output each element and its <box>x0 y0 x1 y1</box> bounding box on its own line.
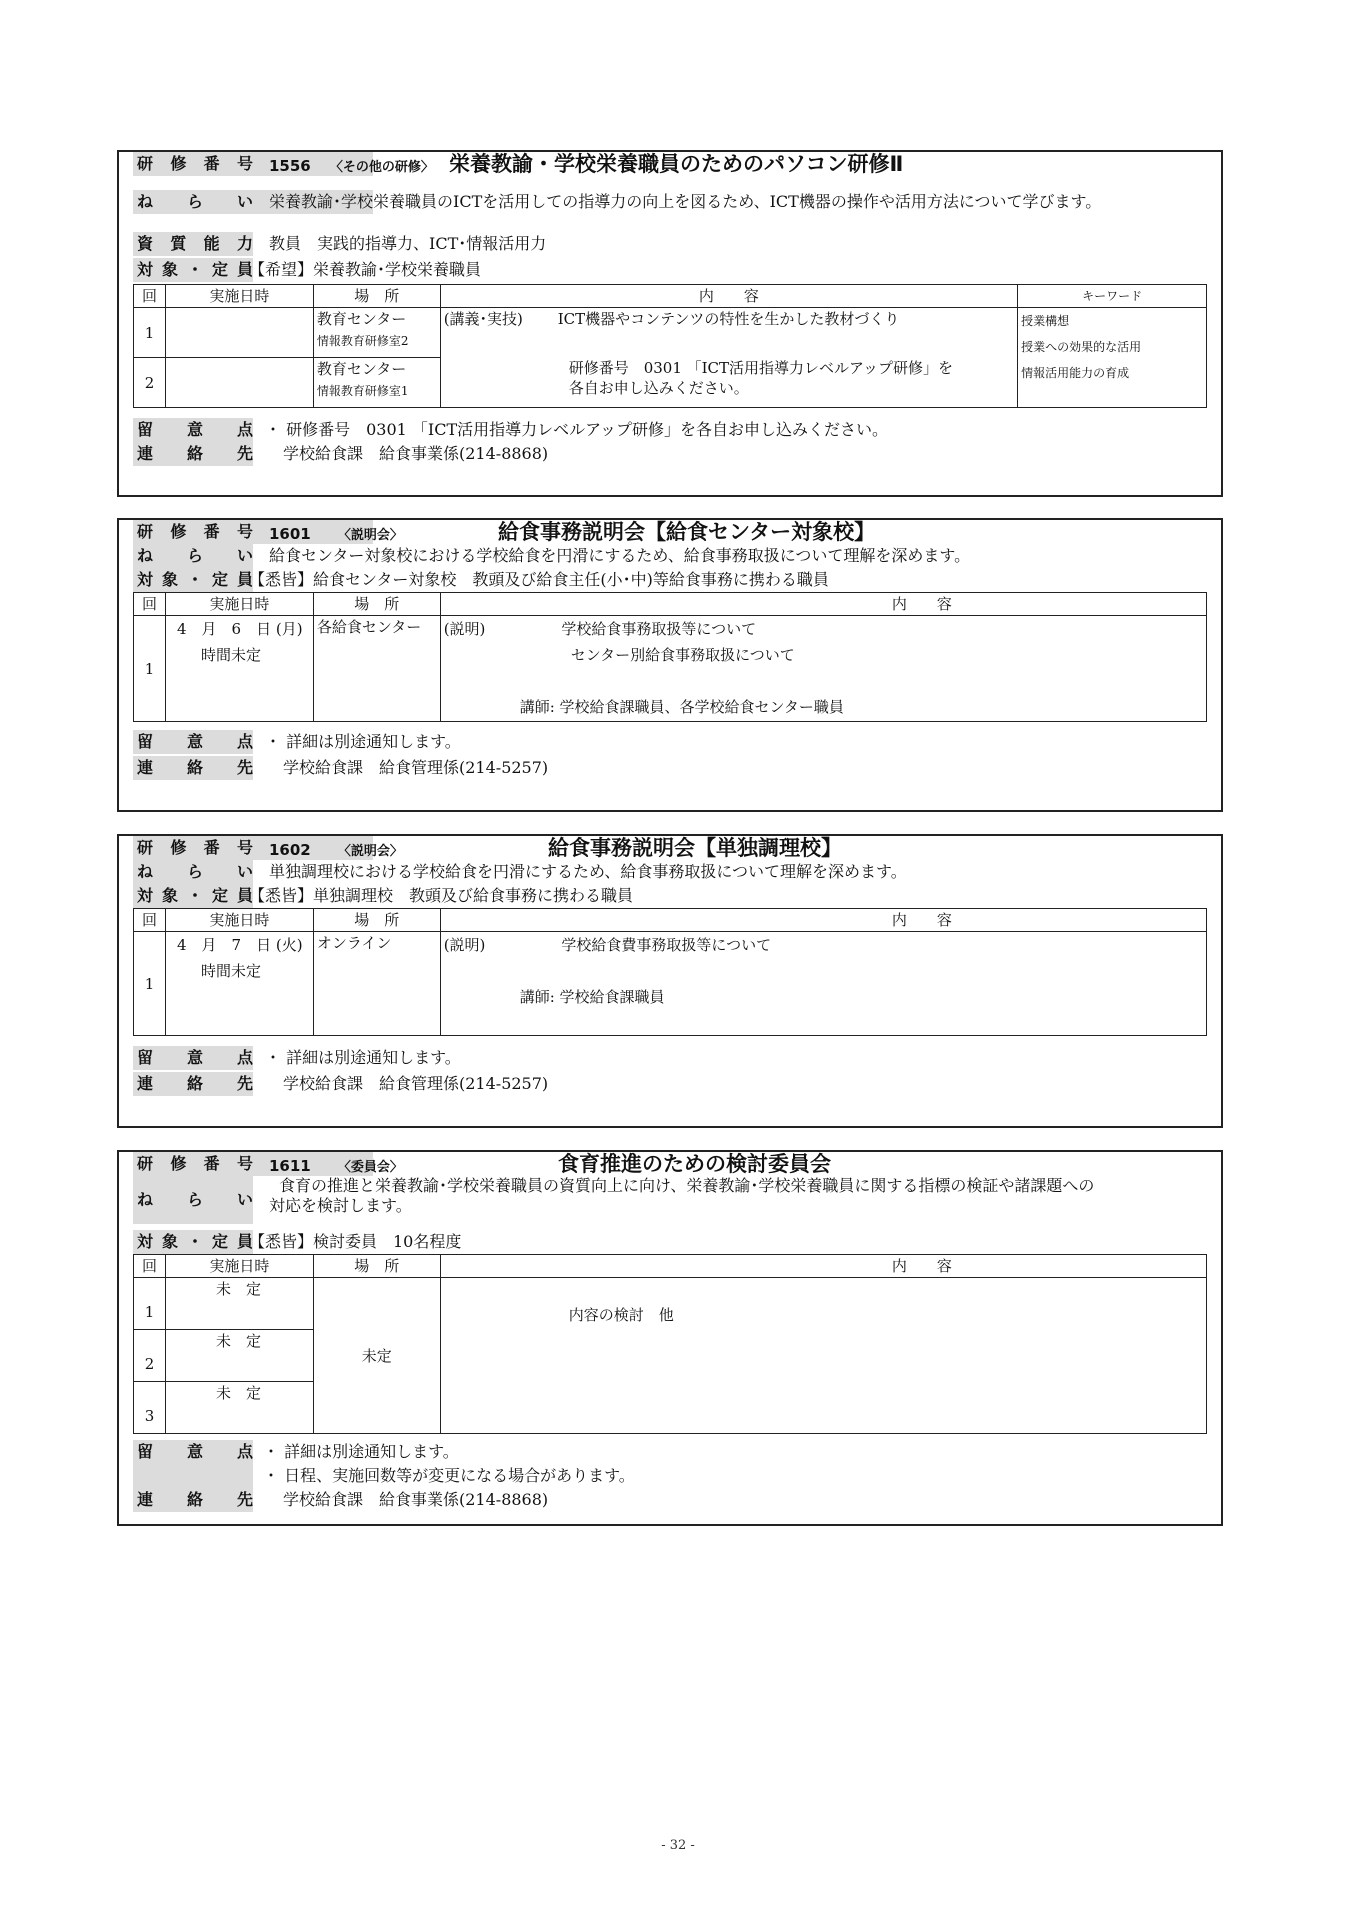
content-text: 学校給食事務取扱等について <box>561 620 757 638</box>
content-type: (説明) <box>443 620 486 638</box>
col-content: 内 容 <box>440 285 1017 308</box>
date-cell <box>165 308 313 358</box>
contact-text: 学校給食課 給食管理係(214-5257) <box>283 758 549 777</box>
course-header: 1556 〈その他の研修〉 栄養教諭・学校栄養職員のためのパソコン研修Ⅱ <box>269 152 904 176</box>
aim-text: 単独調理校における学校給食を円滑にするため、給食事務取扱について理解を深めます。 <box>269 862 907 881</box>
col-place: 場 所 <box>313 1255 440 1278</box>
keyword: 授業への効果的な活用 <box>1021 340 1142 354</box>
col-date: 実施日時 <box>165 593 313 616</box>
target-text: 【悉皆】単独調理校 教頭及び給食事務に携わる職員 <box>249 886 634 905</box>
label-target: 対象・定員 <box>133 1230 253 1254</box>
schedule-table <box>133 284 1207 408</box>
date-text: 4 月 7 日 (火) <box>176 936 303 954</box>
label-aim: ねらい <box>133 544 253 568</box>
row-number: 2 <box>134 358 166 408</box>
note-text: ・ 詳細は別途通知します。 <box>265 732 461 751</box>
aim-text: 食育の推進と栄養教諭･学校栄養職員の資質向上に向け、栄養教諭･学校栄養職員に関する指標の検証や諸課題への 対応を検討します。 <box>269 1176 1095 1215</box>
contact-text: 学校給食課 給食事業係(214-8868) <box>283 1490 549 1509</box>
label-note: 留意点 <box>133 730 253 754</box>
label-contact: 連絡先 <box>133 442 253 466</box>
page-number: - 32 - <box>661 1838 695 1853</box>
label-number: 研修番号 <box>133 520 373 544</box>
content-text: 学校給食費事務取扱等について <box>561 936 772 954</box>
contact-text: 学校給食課 給食事業係(214-8868) <box>283 444 549 463</box>
lecturer-text: 講師: 学校給食課職員 <box>519 988 665 1006</box>
place-cell <box>313 308 440 358</box>
target-text: 【悉皆】検討委員 10名程度 <box>249 1232 462 1251</box>
note-text: ・ 研修番号 0301 「ICT活用指導力レベルアップ研修」を各自お申し込みください。 <box>265 420 889 439</box>
lecturer-text: 講師: 学校給食課職員、各学校給食センター職員 <box>519 698 844 716</box>
label-aim: ねらい <box>133 190 373 214</box>
place-cell: 未定 <box>313 1278 440 1434</box>
content-type: (講義･実技) <box>443 310 523 328</box>
label-contact: 連絡先 <box>133 1488 253 1512</box>
date-cell <box>165 358 313 408</box>
contact-text: 学校給食課 給食管理係(214-5257) <box>283 1074 549 1093</box>
col-date: 実施日時 <box>165 909 313 932</box>
date-cell: 未 定 <box>165 1278 313 1330</box>
label-target: 対象・定員 <box>133 258 253 282</box>
col-keyword: キーワード <box>1018 285 1207 308</box>
col-content: 内 容 <box>440 1255 1206 1278</box>
label-number: 研修番号 <box>133 836 373 860</box>
note-text: ・ 日程、実施回数等が変更になる場合があります。 <box>263 1466 635 1485</box>
note-text: ・ 詳細は別途通知します。 <box>265 1048 461 1067</box>
label-contact: 連絡先 <box>133 1072 253 1096</box>
label-note: 留意点 <box>133 418 253 442</box>
content-text: センター別給食事務取扱について <box>570 646 795 664</box>
col-content: 内 容 <box>440 909 1206 932</box>
schedule-table <box>133 592 1207 722</box>
col-place: 場 所 <box>313 909 440 932</box>
schedule-table <box>133 908 1207 1036</box>
schedule-table <box>133 1254 1207 1434</box>
row-number: 1 <box>134 1278 166 1330</box>
label-target: 対象・定員 <box>133 884 253 908</box>
content-cell <box>440 616 1206 722</box>
section-1556 <box>117 150 1223 497</box>
keyword-cell <box>1018 308 1207 408</box>
row-number: 3 <box>134 1382 166 1434</box>
room-name: 情報教育研修室2 <box>316 334 409 348</box>
course-header: 1611 〈委員会〉 食育推進のための検討委員会 <box>269 1152 831 1176</box>
col-date: 実施日時 <box>165 1255 313 1278</box>
content-text: 各自お申し込みください。 <box>568 378 749 397</box>
target-text: 【悉皆】給食センター対象校 教頭及び給食主任(小･中)等給食事務に携わる職員 <box>249 570 829 589</box>
ability-text: 教員 実践的指導力、ICT･情報活用力 <box>269 234 547 253</box>
col-place: 場 所 <box>313 593 440 616</box>
keyword: 情報活用能力の育成 <box>1021 366 1130 380</box>
time-text: 時間未定 <box>200 962 261 980</box>
col-kai: 回 <box>134 1255 166 1278</box>
label-number: 研修番号 <box>133 1152 373 1176</box>
content-text: ICT機器やコンテンツの特性を生かした教材づくり <box>557 310 900 328</box>
label-target: 対象・定員 <box>133 568 253 592</box>
date-cell: 未 定 <box>165 1330 313 1382</box>
date-text: 4 月 6 日 (月) <box>176 620 303 638</box>
col-content: 内 容 <box>440 593 1206 616</box>
aim-text: 栄養教諭･学校栄養職員のICTを活用しての指導力の向上を図るため、ICT機器の操作や活用方法について学びます。 <box>269 192 1102 211</box>
content-text: 研修番号 0301 「ICT活用指導力レベルアップ研修」を <box>568 358 953 377</box>
col-kai: 回 <box>134 285 166 308</box>
time-text: 時間未定 <box>200 646 261 664</box>
row-number: 1 <box>134 616 166 722</box>
row-number: 1 <box>134 932 166 1036</box>
label-aim: ねらい <box>133 860 253 884</box>
content-cell <box>440 932 1206 1036</box>
row-number: 1 <box>134 308 166 358</box>
col-date: 実施日時 <box>165 285 313 308</box>
content-cell <box>440 308 1017 358</box>
section-1601 <box>117 518 1223 812</box>
place-cell: 各給食センター <box>313 616 440 722</box>
content-cell: 内容の検討 他 <box>440 1278 1206 1434</box>
col-kai: 回 <box>134 593 166 616</box>
course-header: 1602 〈説明会〉 給食事務説明会【単独調理校】 <box>269 836 842 860</box>
label-note: 留意点 <box>133 1046 253 1070</box>
place-name: 教育センター <box>316 360 407 378</box>
section-1611 <box>117 1150 1223 1526</box>
date-cell <box>165 932 313 1036</box>
label-number: 研修番号 <box>133 152 373 176</box>
note-text: ・ 詳細は別途通知します。 <box>263 1442 459 1461</box>
place-cell: オンライン <box>313 932 440 1036</box>
col-place: 場 所 <box>313 285 440 308</box>
place-cell <box>313 358 440 408</box>
col-kai: 回 <box>134 909 166 932</box>
date-cell <box>165 616 313 722</box>
row-number: 2 <box>134 1330 166 1382</box>
room-name: 情報教育研修室1 <box>316 384 409 398</box>
label-contact: 連絡先 <box>133 756 253 780</box>
date-cell: 未 定 <box>165 1382 313 1434</box>
place-name: 教育センター <box>316 310 407 328</box>
keyword: 授業構想 <box>1021 314 1070 328</box>
label-aim: ねらい <box>133 1176 253 1224</box>
label-ability: 資質能力 <box>133 232 253 256</box>
content-type: (説明) <box>443 936 486 954</box>
content-cell <box>440 358 1017 408</box>
aim-text: 給食センター対象校における学校給食を円滑にするため、給食事務取扱について理解を深めます。 <box>269 546 971 565</box>
section-1602 <box>117 834 1223 1128</box>
label-note: 留意点 <box>133 1440 253 1488</box>
target-text: 【希望】栄養教諭･学校栄養職員 <box>249 260 482 279</box>
course-header: 1601 〈説明会〉 給食事務説明会【給食センター対象校】 <box>269 520 876 544</box>
